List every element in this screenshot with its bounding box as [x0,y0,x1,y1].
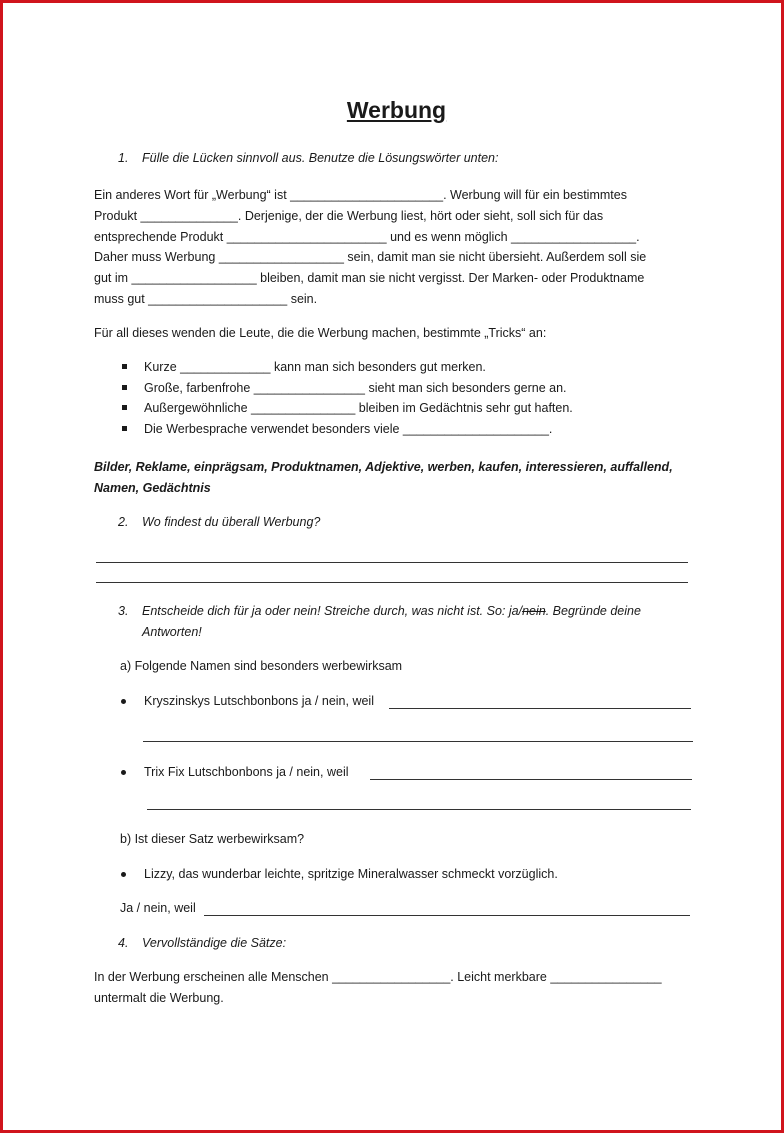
task-1-text: Fülle die Lücken sinnvoll aus. Benutze die Lösungswörter unten: [142,151,499,165]
task-3-text-end: . Begründe deine [545,604,641,618]
struck-example: nein [522,604,546,618]
task-3-heading [118,601,678,622]
round-bullet-icon [121,770,126,775]
task-3-text: Entscheide dich für ja oder nein! Streiche durch, was nicht ist. So: ja/ [142,604,523,618]
task-4-heading [118,933,286,954]
part-b-label: b) Ist dieser Satz werbewirksam? [120,832,305,846]
answer-line[interactable] [96,562,688,563]
completion-paragraph [94,967,694,1009]
solution-words-line: Bilder, Reklame, einprägsam, Produktnamen, Adjektive, werben, kaufen, interessieren, auffallend, [94,460,673,474]
trick-text: Die Werbesprache verwendet besonders viele _____________________. [144,421,553,436]
list-item [94,357,573,378]
part-a-item-1: Kryszinskys Lutschbonbons ja / nein, weil [144,694,374,708]
completion-line: untermalt die Werbung. [94,991,224,1005]
answer-line[interactable] [96,582,688,583]
tricks-intro: Für all dieses wenden die Leute, die die Werbung machen, bestimmte „Tricks“ an: [94,326,547,340]
task-1-number: 1. [118,151,129,165]
task-2-number: 2. [118,515,129,529]
part-a-label: a) Folgende Namen sind besonders werbewirksam [120,659,403,673]
task-2-text: Wo findest du überall Werbung? [142,515,321,529]
answer-line[interactable] [389,708,691,709]
tricks-list [94,357,573,439]
trick-text: Kurze _____________ kann man sich besonders gut merken. [144,360,486,374]
answer-line[interactable] [147,809,691,810]
cloze-line: entsprechende Produkt _______________________ und es wenn möglich __________________. [94,229,640,244]
solution-words [94,457,694,499]
part-b-answer-label: Ja / nein, weil [120,901,196,915]
cloze-line: Ein anderes Wort für „Werbung“ ist ______________________. Werbung will für ein bestimmtes [94,188,627,202]
list-item [94,419,573,440]
solution-words-line: Namen, Gedächtnis [94,481,211,495]
task-4-text: Vervollständige die Sätze: [142,936,287,950]
answer-line[interactable] [204,915,690,916]
cloze-line: muss gut ____________________ sein. [94,291,318,306]
square-bullet-icon [122,364,127,369]
trick-text: Große, farbenfrohe ________________ sieht man sich besonders gerne an. [144,380,567,395]
completion-line: In der Werbung erscheinen alle Menschen _________________. Leicht merkbare ________________ [94,970,662,984]
cloze-line: Produkt ______________. Derjenige, der die Werbung liest, hört oder sieht, soll sich für das [94,208,604,223]
square-bullet-icon [122,385,127,390]
round-bullet-icon [121,872,126,877]
task-3-number: 3. [118,604,129,618]
part-a-item-2: Trix Fix Lutschbonbons ja / nein, weil [144,765,349,779]
square-bullet-icon [122,426,127,431]
trick-text: Außergewöhnliche _______________ bleiben im Gedächtnis sehr gut haften. [144,401,573,415]
part-b-item: Lizzy, das wunderbar leichte, spritzige Mineralwasser schmeckt vorzüglich. [144,867,558,881]
answer-line[interactable] [370,779,692,780]
task-4-number: 4. [118,936,129,950]
task-2-heading [118,512,320,533]
task-1-heading [118,148,498,169]
cloze-line: gut im __________________ bleiben, damit man sie nicht vergisst. Der Marken- oder Produktname [94,271,645,286]
page-title: Werbung [346,97,447,123]
list-item [94,378,573,399]
cloze-line: Daher muss Werbung __________________ sein, damit man sie nicht übersieht. Außerdem soll sie [94,250,647,265]
task-3-heading-line2: Antworten! [142,625,202,639]
round-bullet-icon [121,699,126,704]
answer-line[interactable] [143,741,693,742]
cloze-paragraph [94,185,694,310]
square-bullet-icon [122,405,127,410]
list-item [94,398,573,419]
